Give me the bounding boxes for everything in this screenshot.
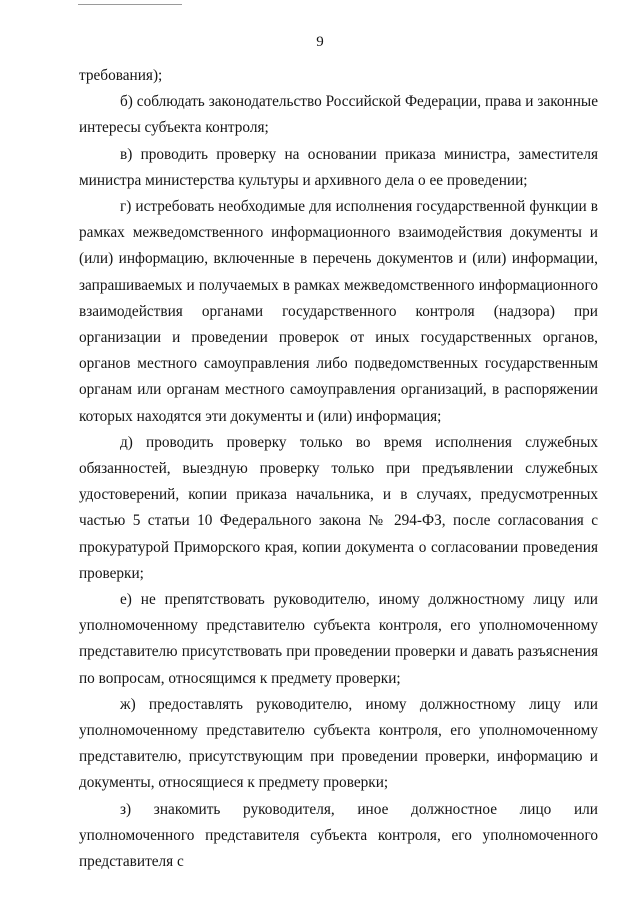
page-number: 9: [316, 34, 324, 50]
paragraph-item-b: б) соблюдать законодательство Российской Федерации, права и законные интересы субъекта контроля;: [79, 93, 598, 137]
paragraph-item-v: в) проводить проверку на основании приказа министра, заместителя министра министерства культуры и архивного дела о ее проведении;: [79, 145, 598, 189]
paragraph-continuation: требования);: [79, 67, 163, 84]
paragraph-item-zh: ж) предоставлять руководителю, иному должностному лицу или уполномоченному представителю субъекта контроля, его уполномоченному представителю, присутствующим при проведении проверки, информацию и документы, относящиеся к предмету проверки;: [79, 695, 598, 792]
paragraph-item-d: д) проводить проверку только во время исполнения служебных обязанностей, выездную проверку только при предъявлении служебных удостоверений, копии приказа начальника, и в случаях, предусмотренных частью 5 статьи 10 Федерального закона № 294-ФЗ, после согласования с прокуратурой Приморского края, копии документа о согласовании проведения проверки;: [79, 433, 598, 582]
scan-edge-line: [78, 4, 182, 5]
document-body: [79, 63, 598, 875]
paragraph-item-e: е) не препятствовать руководителю, иному должностному лицу или уполномоченному представителю субъекта контроля, его уполномоченному представителю присутствовать при проведении проверки и давать разъяснения по вопросам, относящимся к предмету проверки;: [79, 591, 598, 687]
paragraph-item-g: г) истребовать необходимые для исполнения государственной функции в рамках межведомственного информационного взаимодействия документы и (или) информацию, включенные в перечень документов и (или) информации, запрашиваемых и получаемых в рамках межведомственного информационного взаимодействия органами государственного контроля (надзора) при организации и проведении проверок от иных государственных органов, органов местного самоуправления либо подведомственных государственным органам или органам местного самоуправления организаций, в распоряжении которых находятся эти документы и (или) информация;: [79, 198, 598, 425]
paragraph-item-z: з) знакомить руководителя, иное должностное лицо или уполномоченного представителя субъекта контроля, его уполномоченного представителя с: [79, 800, 598, 871]
